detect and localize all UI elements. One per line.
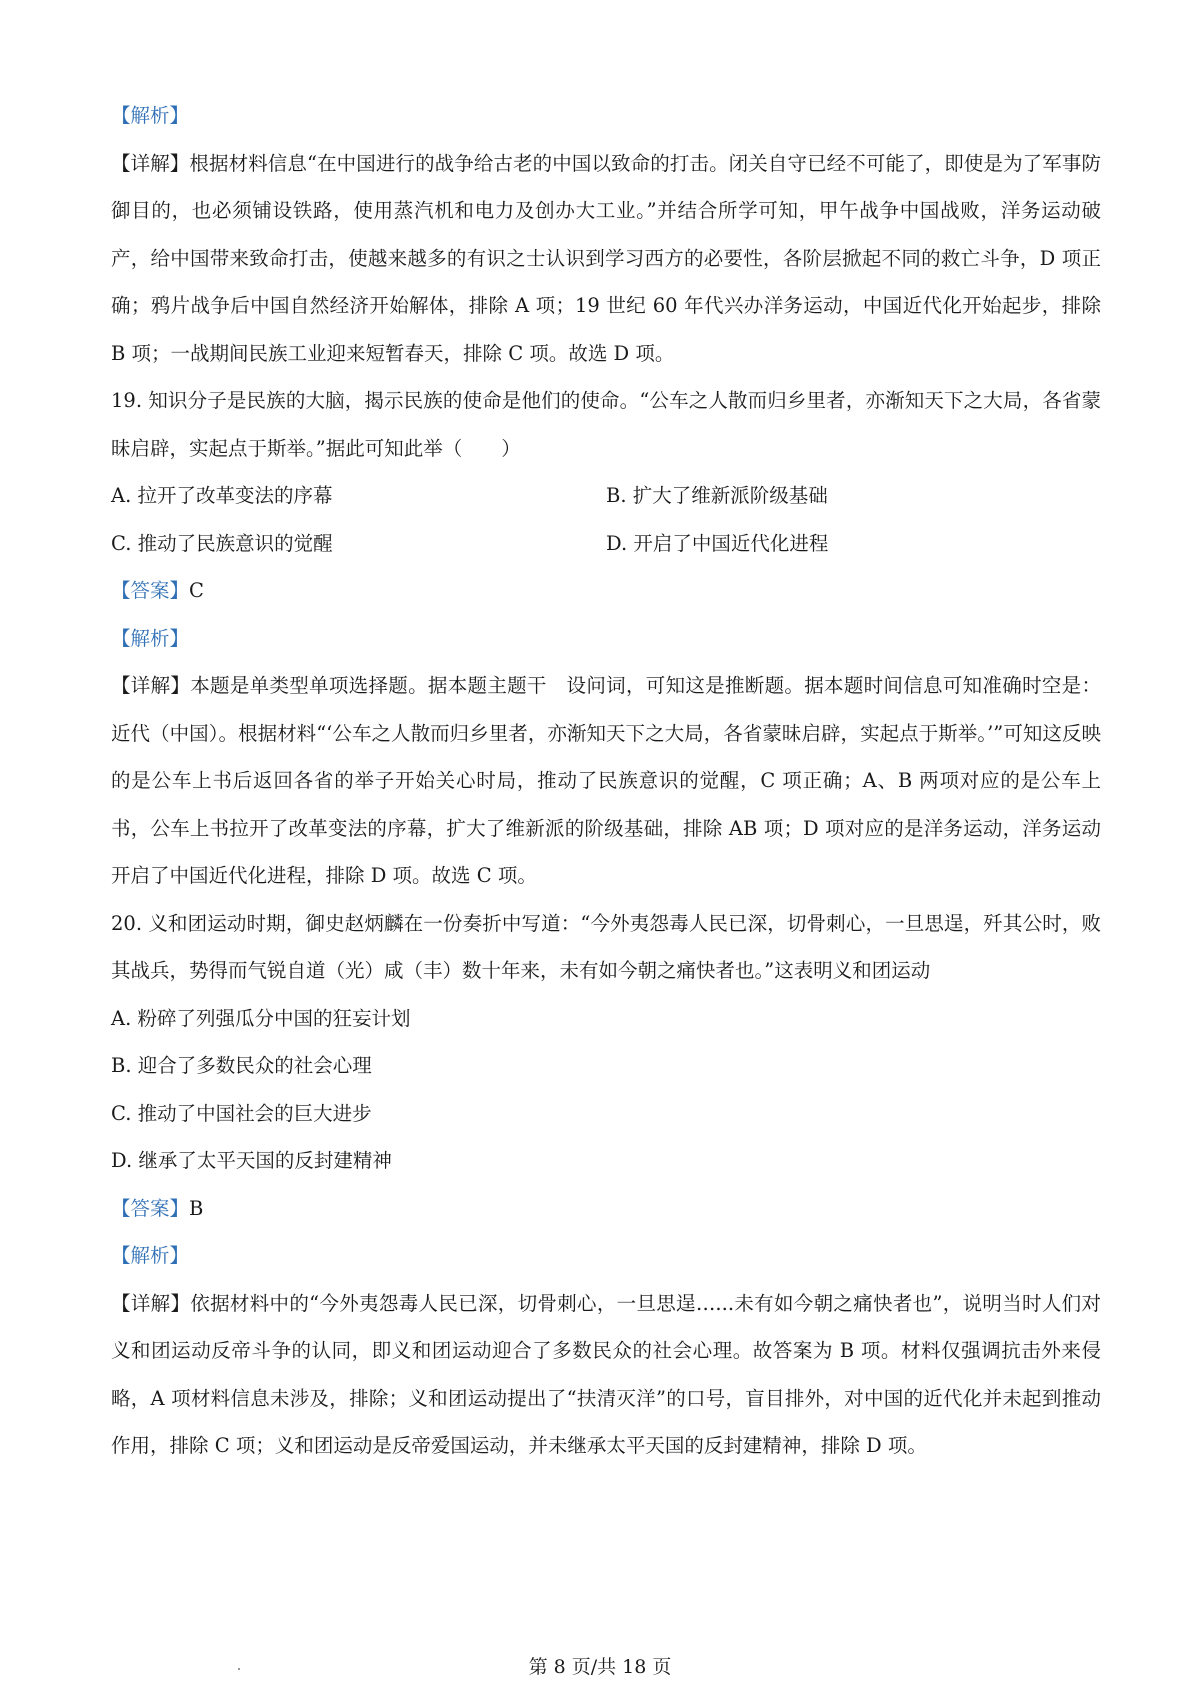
detail-text: 本题是单类型单项选择题。据本题主题干 设问词，可知这是推断题。据本题时间信息可知准确时空是：近代（中国）。根据材料“‘公车之人散而归乡里者，亦渐知天下之大局，各省蒙昧启辟，实起点于斯举。’”可知这反映的是公车上书后返回各省的举子开始关心时局，推动了民族意识的觉醒，C 项正确；A、B 两项对应的是公车上书，公车上书拉开了改革变法的序幕，扩大了维新派的阶级基础，排除 AB 项；D 项对应的是洋务运动，洋务运动开启了中国近代化进程，排除 D 项。故选 C 项。	[111, 674, 1101, 887]
q20-option-b: B. 迎合了多数民众的社会心理	[111, 1054, 372, 1077]
analysis-label: 【解析】	[111, 104, 190, 127]
detail-text: 依据材料中的“今外夷怨毒人民已深，切骨刺心，一旦思逞…...未有如今朝之痛快者也”，说明当时人们对义和团运动反帝斗争的认同，即义和团运动迎合了多数民众的社会心理。故答案为 B 项。材料仅强调抗击外来侵略，A 项材料信息未涉及，排除；义和团运动提出了“扶清灭洋”的口号，盲目排外，对中国的近代化并未起到推动作用，排除 C 项；义和团运动是反帝爱国运动，并未继承太平天国的反封建精神，排除 D 项。	[111, 1291, 1101, 1457]
q20-stem: 20. 义和团运动时期，御史赵炳麟在一份奏折中写道：“今外夷怨毒人民已深，切骨刺心，一旦思逞，歼其公时，败其战兵，势得而气锐自道（光）咸（丰）数十年来，未有如今朝之痛快者也。”这表明义和团运动	[111, 911, 1101, 982]
q20-analysis-heading	[111, 1232, 1101, 1280]
q20-option-a: A. 粉碎了列强瓜分中国的狂妄计划	[111, 1006, 411, 1030]
detail-label: 【详解】	[111, 1291, 191, 1315]
detail-text: 根据材料信息“在中国进行的战争给古老的中国以致命的打击。闭关自守已经不可能了，即使是为了军事防御目的，也必须铺设铁路，使用蒸汽机和电力及创办大工业。”并结合所学可知，甲午战争中国战败，洋务运动破产，给中国带来致命打击，使越来越多的有识之士认识到学习西方的必要性，各阶层掀起不同的救亡斗争，D 项正确；鸦片战争后中国自然经济开始解体，排除 A 项；19 世纪 60 年代兴办洋务运动，中国近代化开始起步，排除 B 项；一战期间民族工业迎来短暂春天，排除 C 项。故选 D 项。	[111, 151, 1101, 365]
detail-label: 【详解】	[111, 151, 190, 175]
answer-label: 【答案】	[111, 579, 190, 602]
q20-detail-paragraph	[111, 1280, 1101, 1470]
q19-detail-paragraph	[111, 662, 1101, 900]
q18-detail-paragraph	[111, 140, 1101, 378]
q19-option-b: B. 扩大了维新派阶级基础	[606, 484, 828, 507]
answer-label: 【答案】	[111, 1196, 190, 1220]
answer-value: B	[189, 1196, 204, 1220]
q19-answer	[111, 567, 1101, 615]
q20-option-c: C. 推动了中国社会的巨大进步	[111, 1101, 372, 1125]
analysis-label: 【解析】	[111, 1244, 190, 1267]
q19-options-row-1	[111, 472, 1101, 520]
answer-value: C	[189, 579, 204, 602]
q19-option-c: C. 推动了民族意识的觉醒	[111, 531, 333, 555]
q19-options-row-2	[111, 520, 1101, 568]
q18-analysis-heading	[111, 92, 1101, 140]
q19-option-d: D. 开启了中国近代化进程	[606, 531, 829, 555]
q19-option-a: A. 拉开了改革变法的序幕	[111, 484, 333, 507]
page-number-footer: 第 8 页/共 18 页	[528, 1656, 672, 1678]
page-content	[111, 92, 1101, 1470]
analysis-label: 【解析】	[111, 626, 190, 650]
q20-answer	[111, 1185, 1101, 1233]
q19-analysis-heading	[111, 615, 1101, 663]
q19-stem: 19. 知识分子是民族的大脑，揭示民族的使命是他们的使命。“公车之人散而归乡里者，亦渐知天下之大局，各省蒙昧启辟，实起点于斯举。”据此可知此举（ ）	[111, 389, 1101, 460]
detail-label: 【详解】	[111, 674, 191, 697]
q20-option-d: D. 继承了太平天国的反封建精神	[111, 1149, 392, 1172]
